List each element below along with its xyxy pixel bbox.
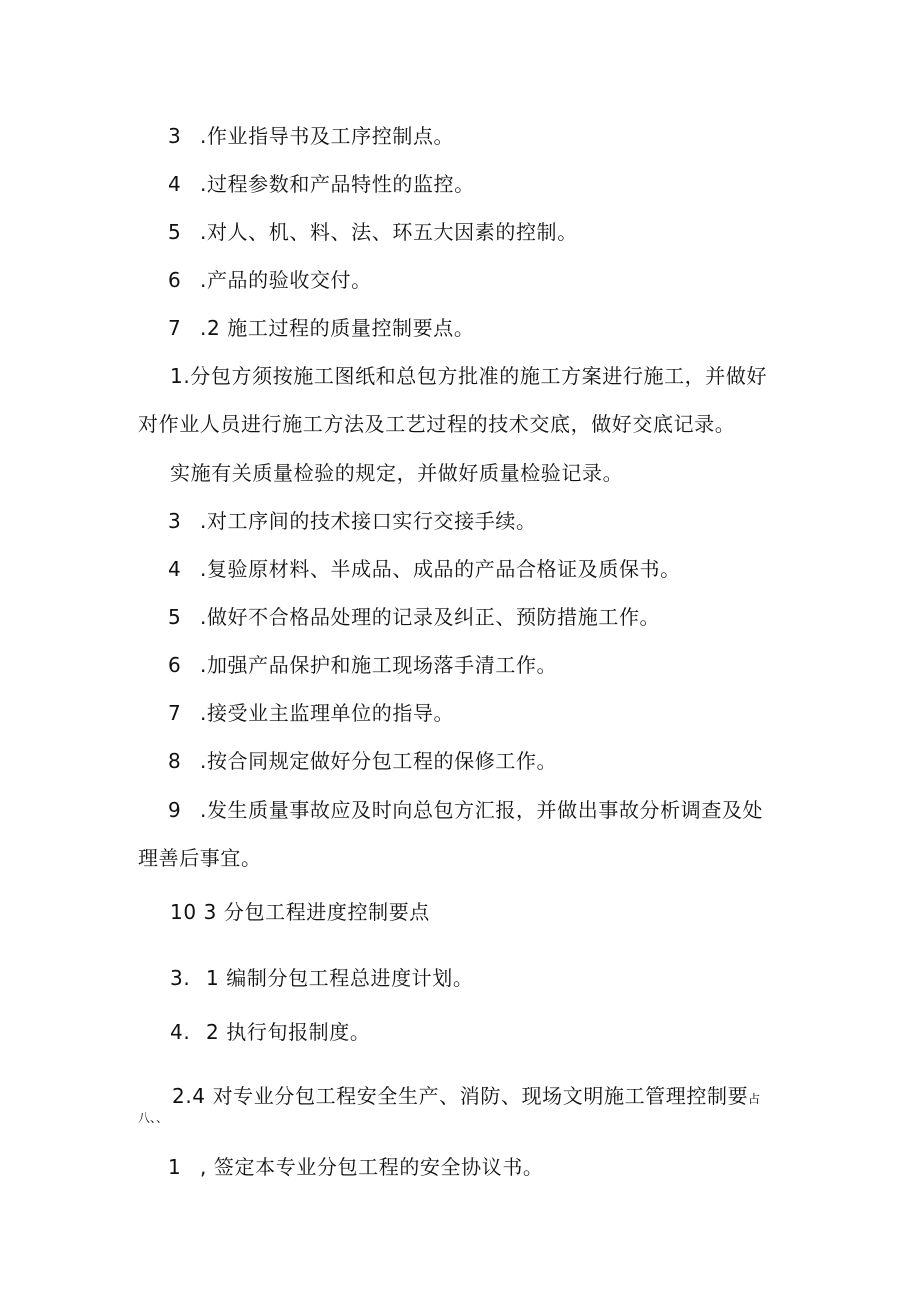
list-item (168, 267, 372, 293)
item-number: 8 (168, 749, 182, 773)
item-text: , 签定本专业分包工程的安全协议书。 (200, 1155, 544, 1179)
list-item (168, 508, 537, 534)
item-number: 7 (168, 316, 182, 340)
item-text: .接受业主监理单位的指导。 (200, 701, 455, 725)
section-heading (172, 1083, 760, 1112)
item-text: .2 施工过程的质量控制要点。 (200, 316, 475, 340)
item-number: 1 (168, 1155, 182, 1179)
list-item (170, 1019, 370, 1045)
heading-tail: 占 (748, 1092, 761, 1106)
item-text: .过程参数和产品特性的监控。 (200, 172, 475, 196)
item-number: 4. (170, 1020, 191, 1044)
list-item (168, 556, 681, 582)
item-number: 3 (168, 124, 182, 148)
item-number: 5 (168, 220, 182, 244)
list-item (168, 219, 578, 245)
item-text: .对人、机、料、法、环五大因素的控制。 (200, 220, 578, 244)
list-item (168, 1154, 544, 1180)
heading-tail-line: 八、、 (138, 1111, 169, 1125)
list-item (168, 797, 763, 823)
item-text: .做好不合格品处理的记录及纠正、预防措施工作。 (200, 605, 661, 629)
item-text: .产品的验收交付。 (200, 268, 372, 292)
item-number: 3 (168, 509, 182, 533)
section-heading (168, 315, 474, 341)
item-number: 4 (168, 172, 182, 196)
item-text: 1 编制分包工程总进度计划。 (206, 966, 474, 990)
list-item (168, 748, 557, 774)
list-item (168, 171, 475, 197)
list-item (168, 700, 454, 726)
item-number: 9 (168, 798, 182, 822)
list-item (168, 604, 660, 630)
paragraph-line: 理善后事宜。 (138, 846, 262, 870)
list-item (168, 652, 557, 678)
paragraph-line: 对作业人员进行施工方法及工艺过程的技术交底，做好交底记录。 (138, 412, 736, 436)
list-item (170, 965, 473, 991)
item-number: 6 (168, 268, 182, 292)
item-text: .对工序间的技术接口实行交接手续。 (200, 509, 537, 533)
paragraph-line: 1.分包方须按施工图纸和总包方批准的施工方案进行施工，并做好 (170, 364, 768, 388)
section-heading: 10 3 分包工程进度控制要点 (170, 900, 430, 924)
item-number: 3. (170, 966, 191, 990)
paragraph-line: 实施有关质量检验的规定，并做好质量检验记录。 (170, 461, 624, 485)
item-number: 7 (168, 701, 182, 725)
item-number: 5 (168, 605, 182, 629)
item-text: .复验原材料、半成品、成品的产品合格证及质保书。 (200, 557, 681, 581)
item-number: 6 (168, 653, 182, 677)
item-text: .按合同规定做好分包工程的保修工作。 (200, 749, 558, 773)
list-item (168, 123, 454, 149)
item-text: 2 执行旬报制度。 (206, 1020, 371, 1044)
item-text: .作业指导书及工序控制点。 (200, 124, 455, 148)
item-text: .加强产品保护和施工现场落手清工作。 (200, 653, 558, 677)
item-text: .发生质量事故应及时向总包方汇报，并做出事故分析调查及处 (200, 798, 764, 822)
heading-text: 2.4 对专业分包工程安全生产、消防、现场文明施工管理控制要 (172, 1084, 749, 1108)
item-number: 4 (168, 557, 182, 581)
